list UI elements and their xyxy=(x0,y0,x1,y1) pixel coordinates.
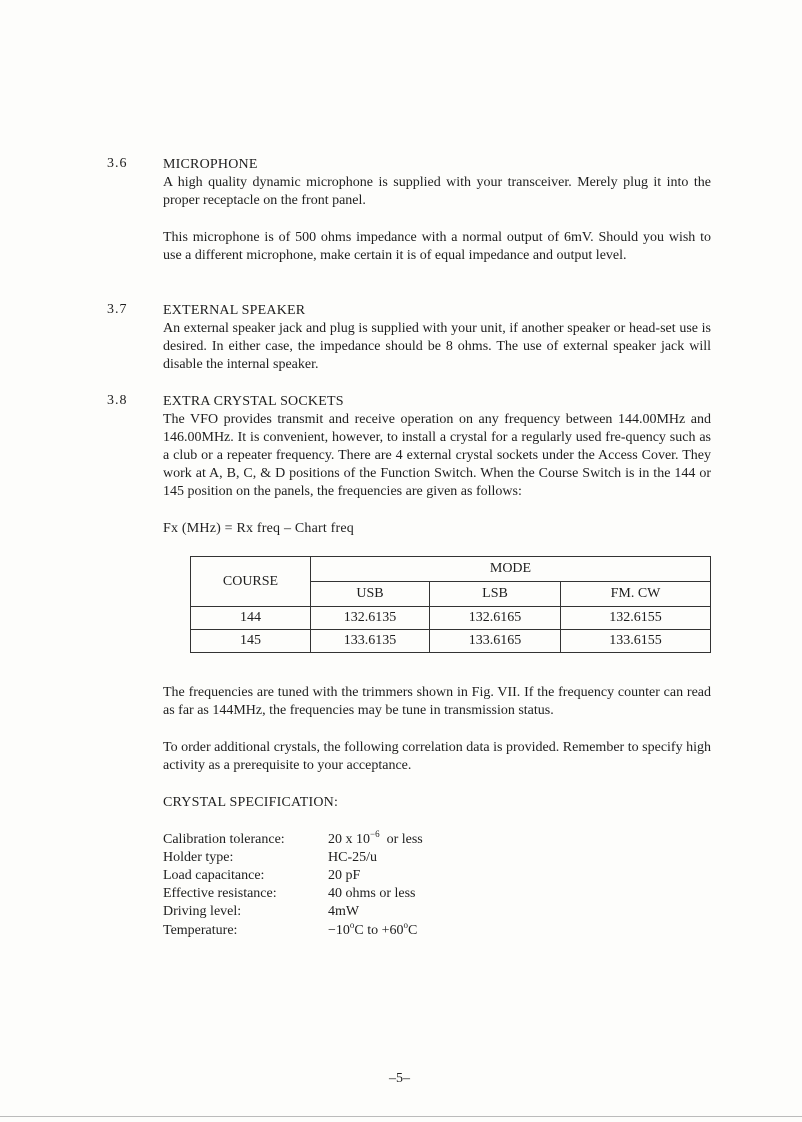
paragraph: This microphone is of 500 ohms impedance with a normal output of 6mV. Should you wish to use a different microphone, make certain it is of equal impedance and output level. xyxy=(163,230,711,263)
table-cell: 132.6165 xyxy=(430,607,561,630)
spec-label: Load capacitance: xyxy=(163,868,265,883)
table-header-lsb: LSB xyxy=(430,582,561,607)
table-cell: 133.6155 xyxy=(561,630,711,653)
section-number: 3.8 xyxy=(107,393,128,408)
table-cell-course: 145 xyxy=(191,630,311,653)
paragraph: To order additional crystals, the following correlation data is provided. Remember to specify high activity as a prerequisite to your acceptance. xyxy=(163,740,711,773)
table-header-mode: MODE xyxy=(311,557,711,582)
table-cell: 133.6165 xyxy=(430,630,561,653)
table-row xyxy=(191,630,711,653)
spec-value: 20 pF xyxy=(328,868,361,883)
spec-label: Holder type: xyxy=(163,850,234,865)
spec-label: Effective resistance: xyxy=(163,886,277,901)
spec-value: HC-25/u xyxy=(328,850,377,865)
spec-value: 4mW xyxy=(328,904,360,919)
table-header-usb: USB xyxy=(311,582,430,607)
spec-value: 40 ohms or less xyxy=(328,886,416,901)
section-heading-extra-crystal-sockets: EXTRA CRYSTAL SOCKETS xyxy=(163,394,344,409)
section-number: 3.6 xyxy=(107,156,128,171)
spec-label: Driving level: xyxy=(163,904,242,919)
spec-label: Temperature: xyxy=(163,923,238,938)
paragraph: An external speaker jack and plug is supplied with your unit, if another speaker or head-set use is desired. In either case, the impedance should be 8 ohms. The use of external speaker jack will disable the internal speaker. xyxy=(163,321,711,372)
table-cell: 133.6135 xyxy=(311,630,430,653)
table-cell: 132.6155 xyxy=(561,607,711,630)
crystal-frequency-table xyxy=(190,556,711,653)
paragraph: The frequencies are tuned with the trimmers shown in Fig. VII. If the frequency counter can read as far as 144MHz, the frequencies may be tune in transmission status. xyxy=(163,685,711,718)
page-bottom-rule xyxy=(0,1116,802,1117)
spec-heading: CRYSTAL SPECIFICATION: xyxy=(163,795,339,810)
table-row xyxy=(191,607,711,630)
formula: Fx (MHz) = Rx freq – Chart freq xyxy=(163,521,354,536)
section-number: 3.7 xyxy=(107,302,128,317)
table-cell-course: 144 xyxy=(191,607,311,630)
page-number: –5– xyxy=(389,1071,410,1086)
paragraph: A high quality dynamic microphone is supplied with your transceiver. Merely plug it into the proper receptacle on the front panel. xyxy=(163,175,711,208)
table-header-fm-cw: FM. CW xyxy=(561,582,711,607)
paragraph: The VFO provides transmit and receive operation on any frequency between 144.00MHz and 146.00MHz. It is convenient, however, to install a crystal for a regularly used fre-quency such as a club or a repeater frequency. There are 4 external crystal sockets under the Access Cover. They work at A, B, C, & D positions of the Function Switch. When the Course Switch is in the 144 or 145 position on the panels, the frequencies are given as follows: xyxy=(163,412,711,499)
section-heading-external-speaker: EXTERNAL SPEAKER xyxy=(163,303,306,318)
table-header-course: COURSE xyxy=(191,557,311,607)
spec-value: 20 x $10^{-6}$ or less xyxy=(328,829,423,847)
spec-label: Calibration tolerance: xyxy=(163,832,285,847)
section-heading-microphone: MICROPHONE xyxy=(163,157,258,172)
table-cell: 132.6135 xyxy=(311,607,430,630)
spec-value: $-10^oC$ to $+60^oC$ xyxy=(328,920,418,938)
